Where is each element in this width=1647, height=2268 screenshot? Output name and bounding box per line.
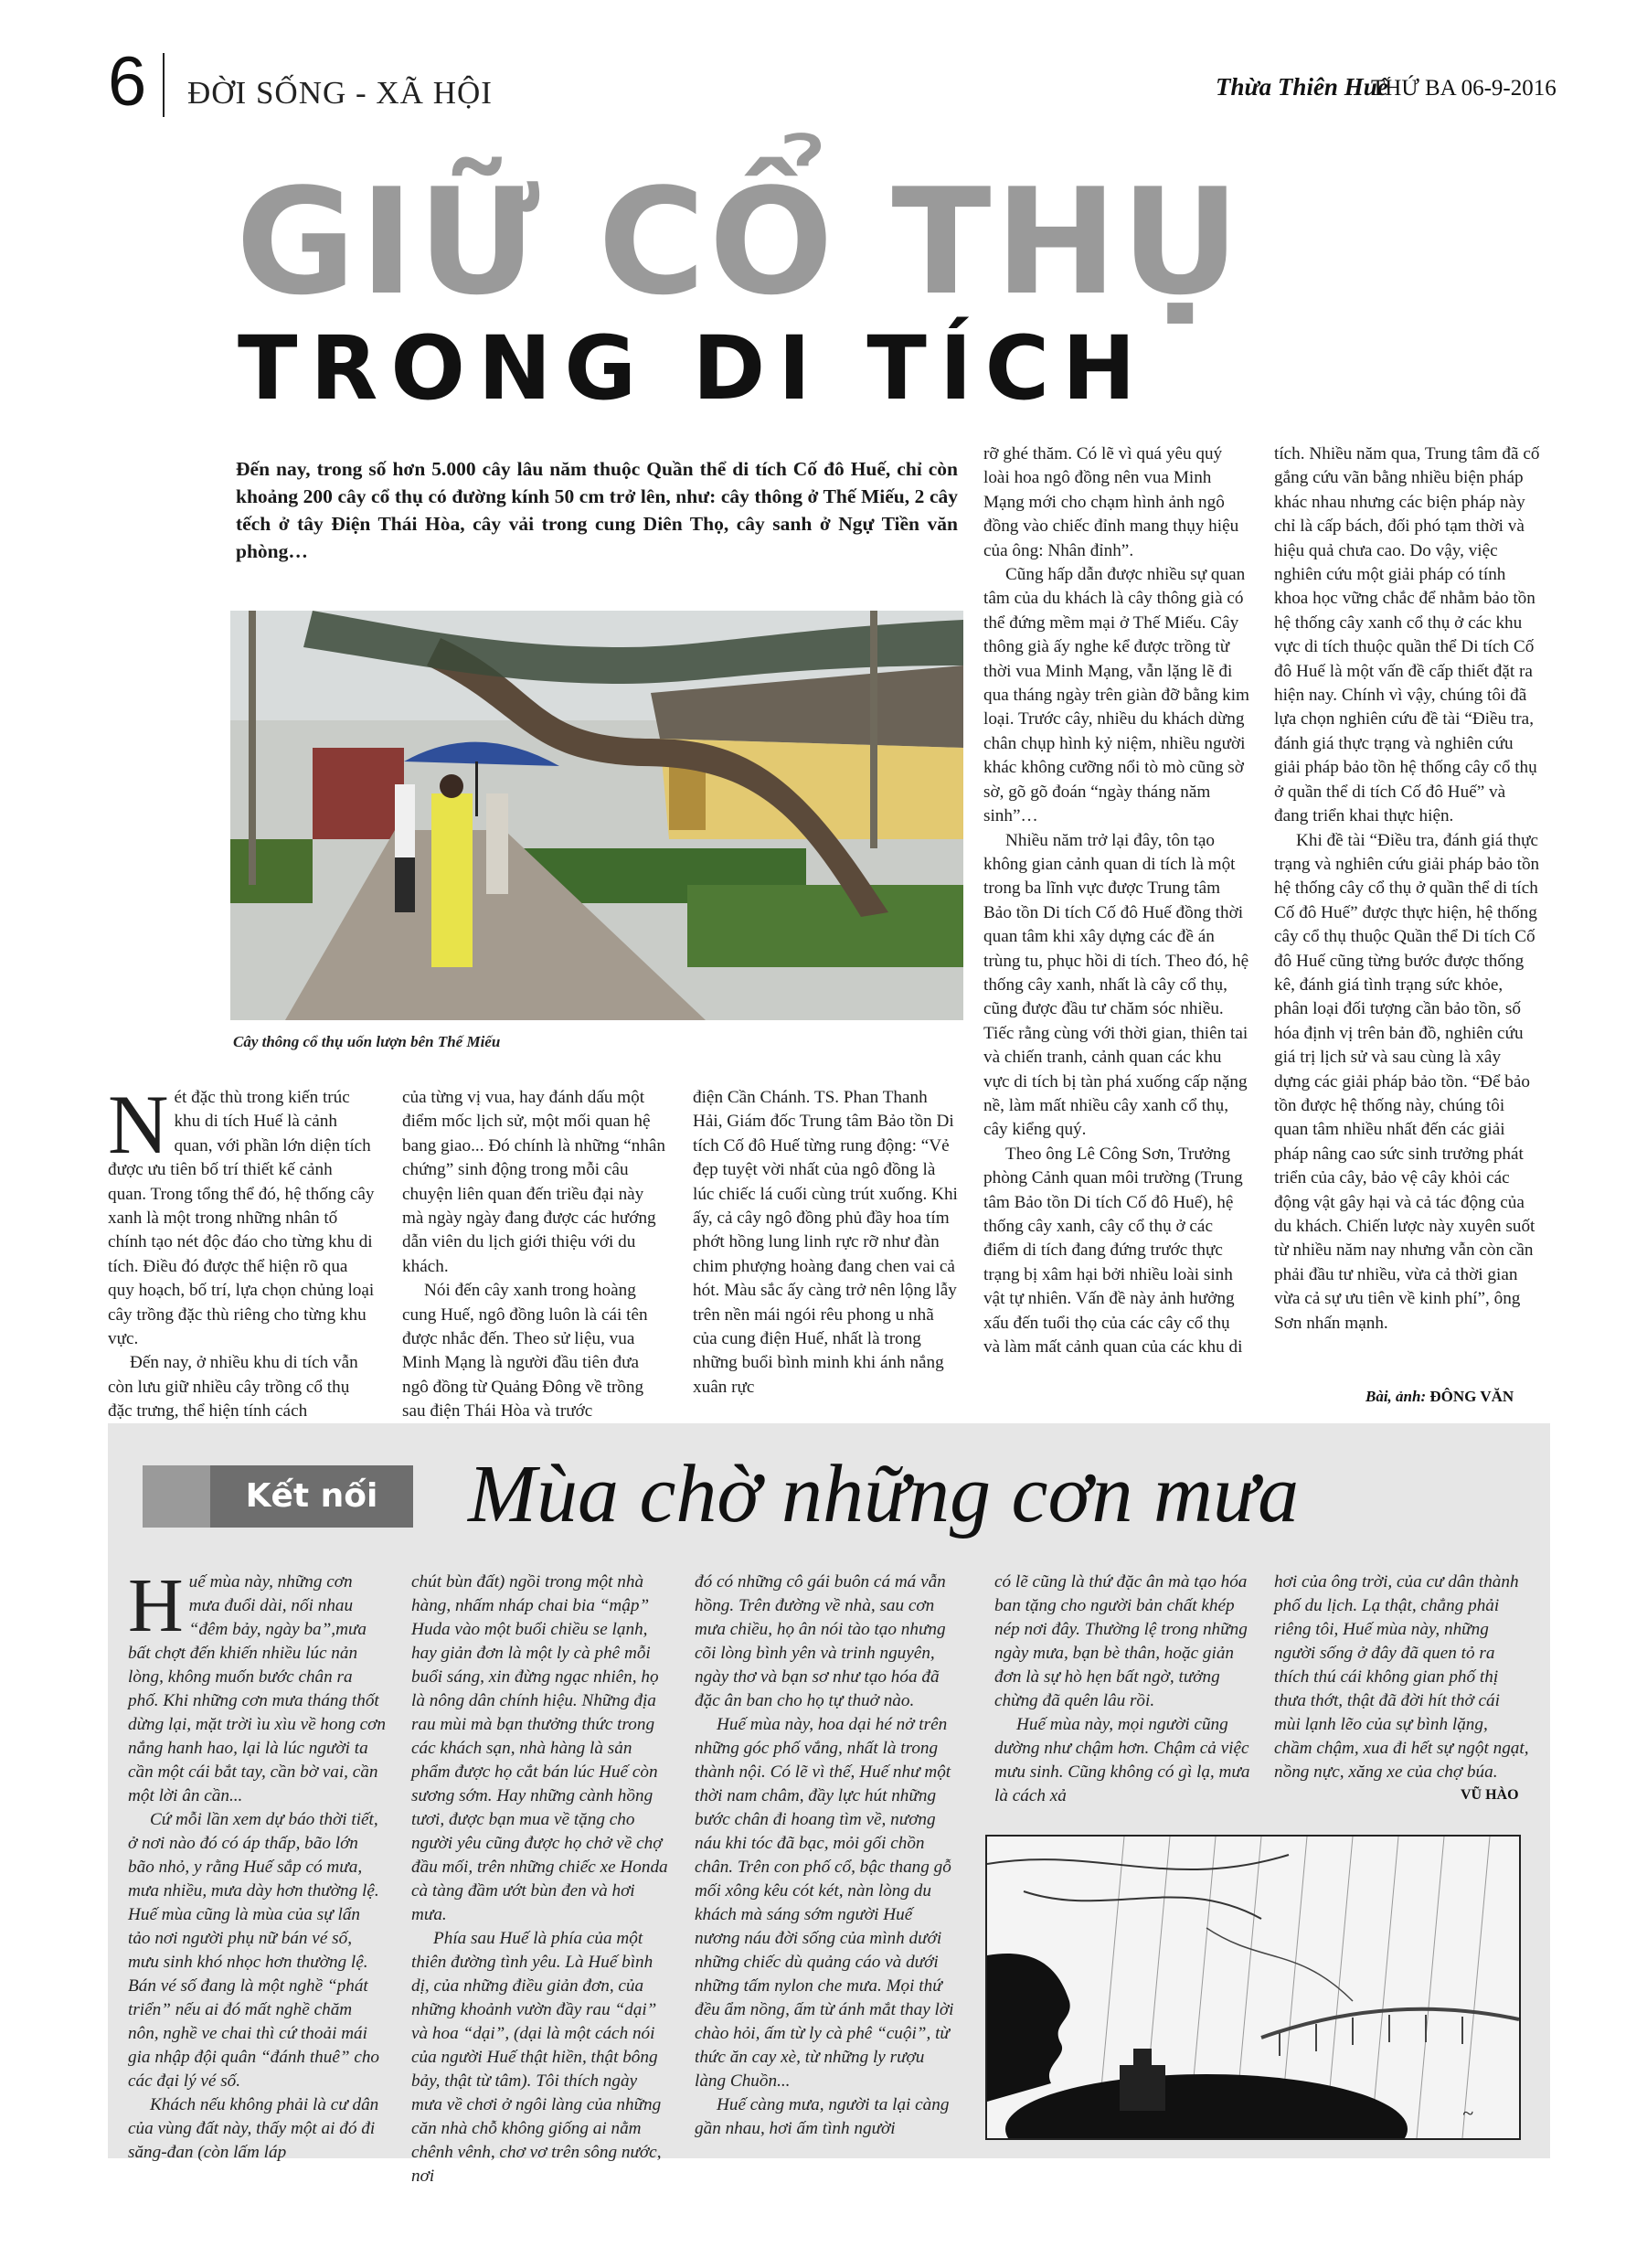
article-column-3 (693, 1086, 960, 1400)
paragraph: có lẽ cũng là thứ đặc ân mà tạo hóa ban tặng cho người bản chất khép nép nơi đây. Thường lệ trong những ngày mưa, bạn bè thân, hoặc giản đơn là sự hò hẹn bất ngờ, tưởng chừng đã quên lâu rồi. (994, 1572, 1248, 1710)
paragraph: hơi của ông trời, của cư dân thành phố du lịch. Lạ thật, chẳng phải riêng tôi, Huế mùa này, những người sống ở đây đã quen tỏ ra thích thú cái không gian phố thị thưa thớt, thật đã đời hít thở cái mùi lạnh lẽo của sự bình lặng, chầm chậm, xua đi hết sự ngột ngạt, nồng nực, xăng xe của chợ búa. (1274, 1572, 1529, 1782)
paragraph: Đến nay, ở nhiều khu di tích vẫn còn lưu giữ nhiều cây trồng cổ thụ đặc trưng, thể hiện tính cách (108, 1353, 358, 1421)
headline-line-1: GIỮ CỔ THỤ (236, 156, 1244, 327)
paragraph: ét đặc thù trong kiến trúc khu di tích Huế là cảnh quan, với phần lớn diện tích được ưu tiên bố trí thiết kế cảnh quan. Trong tổng thể đó, hệ thống cây xanh là một trong những nhân tố chính tạo nét độc đáo cho từng khu di tích. Điều đó được thể hiện rõ qua quy hoạch, bố trí, lựa chọn chủng loại cây trồng đặc thù riêng cho từng khu vực. (108, 1088, 375, 1349)
byline-label: Bài, ảnh: (1365, 1388, 1427, 1405)
ket-noi-column-1 (128, 1563, 386, 2165)
article-column-2 (402, 1086, 669, 1424)
ket-noi-column-4 (994, 1571, 1252, 1808)
paragraph: điện Cần Chánh. TS. Phan Thanh Hải, Giám đốc Trung tâm Bảo tồn Di tích Cố đô Huế từng rung động: “Vẻ đẹp tuyệt vời nhất của ngô đồng là lúc chiếc lá cuối cùng trút xuống. Khi ấy, cả cây ngô đồng phủ đầy hoa tím phớt hồng lung linh rực rỡ như đàn chim phượng hoàng đang chen vai cả hót. Màu sắc ấy càng trở nên lộng lẫy trên nền mái ngói rêu phong u nhã của cung điện Huế, nhất là trong những buổi bình minh khi ánh nắng xuân rực (693, 1088, 958, 1397)
photo-caption: Cây thông cổ thụ uốn lượn bên Thế Miếu (233, 1033, 501, 1050)
headline-line-2: TRONG DI TÍCH (238, 317, 1149, 420)
paragraph: Phía sau Huế là phía của một thiên đường tình yêu. Là Huế bình dị, của những điều giản đơn, của những khoảnh vườn đầy rau “dại” và hoa “dại”, (dại là một cách nói của người Huế thật hiền, thật bông bảy, thật từ tâm). Tôi thích ngày mưa về chơi ở ngôi làng của những căn nhà chỗ không giống ai nằm chênh vênh, chơ vơ trên sông nước, nơi (411, 1929, 662, 2186)
ket-noi-column-2 (411, 1571, 669, 2188)
paragraph: Nhiều năm trở lại đây, tôn tạo không gian cảnh quan di tích là một trong ba lĩnh vực được Trung tâm Bảo tồn Di tích Cố đô Huế đồng thời quan tâm khi xây dựng các đề án trùng tu, phục hồi di tích. Theo đó, hệ thống cây xanh, nhất là cây cổ thụ, cũng được đầu tư chăm sóc nhiều. Tiếc rằng cùng với thời gian, thiên tai và chiến tranh, cảnh quan các khu vực di tích bị tàn phá xuống cấp nặng nề, làm mất nhiều cây xanh cổ thụ, cây kiểng quý. (983, 830, 1249, 1140)
paragraph: chút bùn đất) ngồi trong một nhà hàng, nhấm nháp chai bia “mập” Huda vào một buổi chiều se lạnh, hay giản đơn là một ly cà phê mỗi buổi sáng, xin đừng ngạc nhiên, họ là nông dân chính hiệu. Những địa rau mùi mà bạn thưởng thức trong các khách sạn, nhà hàng là sản phẩm được họ cắt bán lúc Huế còn sương sớm. Hay những cành hồng tươi, được bạn mua về tặng cho người yêu cũng được họ chở về chợ đầu mối, trên những chiếc xe Honda cà tàng đầm ướt bùn đen và hơi mưa. (411, 1572, 668, 1924)
ket-noi-column-5 (1274, 1571, 1530, 1784)
article-column-4 (983, 442, 1250, 1359)
ket-noi-byline: VŨ HÀO (1461, 1787, 1519, 1803)
byline-name: ĐÔNG VĂN (1429, 1388, 1514, 1405)
article-column-1 (108, 1078, 375, 1424)
page-number: 6 (108, 43, 147, 121)
ket-noi-tag-accent (143, 1465, 210, 1528)
header-divider (163, 53, 165, 117)
paragraph: Cũng hấp dẫn được nhiều sự quan tâm của du khách là cây thông già có thể đứng mềm mại ở Thế Miếu. Cây thông già ấy nghe kể được trồng từ thời vua Minh Mạng, vẫn lặng lẽ đi qua tháng ngày trên giàn đỡ bằng kim loại. Trước cây, nhiều du khách dừng chân chụp hình kỷ niệm, nhiều người khác không cưỡng nổi tò mò cũng sờ sờ, gõ gõ đoán “ngày tháng năm sinh”… (983, 565, 1249, 826)
article-photo (230, 611, 963, 1020)
svg-text:~: ~ (1462, 2102, 1473, 2124)
paragraph: Huế càng mưa, người ta lại càng gần nhau, hơi ấm tình người (695, 2095, 950, 2138)
paragraph: Cứ mỗi lần xem dự báo thời tiết, ở nơi nào đó có áp thấp, bão lớn bão nhỏ, y rằng Huế sắp có mưa, mưa nhiều, mưa dày hơn thường lệ. Huế mùa cũng là mùa của sự lẩn tảo nơi người phụ nữ bán vé số, mưu sinh khó nhọc hơn thường lệ. Bán vé số đang là một nghề “phát triển” nếu ai đó mất nghề chăm nôn, nghề ve chai thì cứ thoải mái gia nhập đội quân “đánh thuê” cho các đại lý vé số. (128, 1810, 380, 2091)
paragraph: tích. Nhiều năm qua, Trung tâm đã cố gắng cứu vãn bằng nhiều biện pháp khác nhau nhưng các biện pháp này chỉ là cấp bách, đối phó tạm thời và hiệu quả chưa cao. Do vậy, việc nghiên cứu một giải pháp có tính khoa học vững chắc để nhằm bảo tồn hệ thống cây xanh cổ thụ ở các khu vực di tích thuộc quần thể Di tích Cố đô Huế là một vấn đề cấp thiết đặt ra hiện nay. Chính vì vậy, chúng tôi đã lựa chọn nghiên cứu đề tài “Điều tra, đánh giá thực trạng và nghiên cứu giải pháp bảo tồn hệ thống cây cổ thụ ở quần thể di tích Cố đô Huế” và đang triển khai thực hiện. (1274, 444, 1540, 826)
paragraph: Nói đến cây xanh trong hoàng cung Huế, ngô đồng luôn là cái tên được nhắc đến. Theo sử liệu, vua Minh Mạng là người đầu tiên đưa ngô đồng từ Quảng Đông về trồng sau điện Thái Hòa và trước (402, 1281, 648, 1421)
paragraph: đó có những cô gái buôn cá má vẫn hồng. Trên đường về nhà, sau cơn mưa chiều, họ ân nói tào tạo nhưng cõi lòng bình yên và trinh nguyên, ngày thơ và bạn sơ như tạo hóa đã đặc ân ban cho họ tự thuở nào. (695, 1572, 946, 1710)
drop-cap: N (108, 1078, 169, 1171)
rain-illustration (985, 1835, 1521, 2140)
paragraph: uế mùa này, những cơn mưa đuổi dài, nối nhau “đêm bảy, ngày ba”,mưa bất chợt đến khiến nhiều lúc nản lòng, không muốn bước chân ra phố. Khi những cơn mưa tháng thốt dừng lại, mặt trời ìu xìu về hong cơn nắng hanh hao, lại là lúc người ta cần một cái bắt tay, cần bờ vai, cần một lời ân cần... (128, 1572, 386, 1805)
ket-noi-title: Mùa chờ những cơn mưa (468, 1449, 1300, 1539)
article-byline (1365, 1388, 1514, 1406)
rain-sketch-image (987, 1837, 1519, 2138)
issue-date: THỨ BA 06-9-2016 (1371, 76, 1557, 101)
drop-cap: H (128, 1563, 184, 1648)
ket-noi-tag: Kết nối (210, 1465, 413, 1528)
paragraph: Khách nếu không phải là cư dân của vùng đất này, thấy một ai đó đi săng-đan (còn lấm láp (128, 2095, 379, 2162)
paragraph: rỡ ghé thăm. Có lẽ vì quá yêu quý loài hoa ngô đồng nên vua Minh Mạng mới cho chạm hình ảnh ngô đồng vào chiếc đỉnh mang thụy hiệu của ông: Nhân đỉnh”. (983, 444, 1239, 560)
section-title: ĐỜI SỐNG - XÃ HỘI (187, 75, 493, 111)
article-column-5 (1274, 442, 1541, 1336)
paragraph: Theo ông Lê Công Sơn, Trưởng phòng Cảnh quan môi trường (Trung tâm Bảo tồn Di tích Cố đô Huế), hệ thống cây xanh, cây cổ thụ ở các điểm di tích đang đứng trước thực trạng bị xâm hại bởi nhiều loài sinh vật tự nhiên. Vấn đề này ảnh hưởng xấu đến tuổi thọ của các cây cổ thụ và làm mất cảnh quan của các khu di (983, 1144, 1243, 1358)
paragraph: Huế mùa này, mọi người cũng dường như chậm hơn. Chậm cả việc mưu sinh. Cũng không có gì lạ, mưa là cách xả (994, 1715, 1250, 1805)
paragraph: của từng vị vua, hay đánh dấu một điểm mốc lịch sử, một mối quan hệ bang giao... Đó chính là những “nhân chứng” sinh động trong mỗi câu chuyện liên quan đến triều đại này mà ngày ngày đang được các hướng dẫn viên du lịch giới thiệu với du khách. (402, 1088, 666, 1276)
photo-pine-tree-image (230, 611, 963, 1020)
ket-noi-column-3 (695, 1571, 960, 2141)
article-lead: Đến nay, trong số hơn 5.000 cây lâu năm thuộc Quần thể di tích Cố đô Huế, chỉ còn khoảng 200 cây cổ thụ có đường kính 50 cm trở lên, như: cây thông ở Thế Miếu, 2 cây tếch ở tây Điện Thái Hòa, cây vải trong cung Diên Thọ, cây sanh ở Ngự Tiền văn phòng… (236, 458, 958, 562)
paragraph: Huế mùa này, hoa dại hé nở trên những góc phố vắng, nhất là trong thành nội. Có lẽ vì thế, Huế như một thời nam châm, đầy lực hút những bước chân đi hoang tìm về, nương náu khi tóc đã bạc, mỏi gối chồn chân. Trên con phố cổ, bậc thang gỗ mối xông kêu cót két, nàn lòng du khách mà sáng sớm người Huế nương náu đời sống của mình dưới những chiếc dù quảng cáo và dưới những tấm nylon che mưa. Mọi thứ đều ẩm nồng, ấm từ ánh mắt thay lời chào hỏi, ấm từ ly cà phê “cuội”, từ thức ăn cay xè, từ những ly rượu làng Chuồn... (695, 1715, 954, 2091)
publication-name: Thừa Thiên Huế (1216, 73, 1388, 101)
paragraph: Khi đề tài “Điều tra, đánh giá thực trạng và nghiên cứu giải pháp bảo tồn hệ thống cây cổ thụ ở quần thể di tích Cố đô Huế” được thực hiện, hệ thống cây cổ thụ thuộc Quần thể Di tích Cố đô Huế cũng từng bước được thống kê, đánh giá tình trạng sức khỏe, phân loại đối tượng cần bảo tồn, số hóa định vị trên bản đồ, nghiên cứu giá trị lịch sử và sau cùng là xây dựng các giải pháp bảo tồn. “Để bảo tồn được hệ thống này, chúng tôi quan tâm nhiều nhất đến các giải pháp nâng cao sức sinh trưởng phát triển của cây, bảo vệ cây khỏi các động vật gây hại và cả tác động của du khách. Chiến lược này xuyên suốt từ nhiều năm nay nhưng vẫn còn cần phải đầu tư nhiều, vừa cả thời gian vừa cả sự ưu tiên về kinh phí”, ông Sơn nhấn mạnh. (1274, 830, 1540, 1333)
